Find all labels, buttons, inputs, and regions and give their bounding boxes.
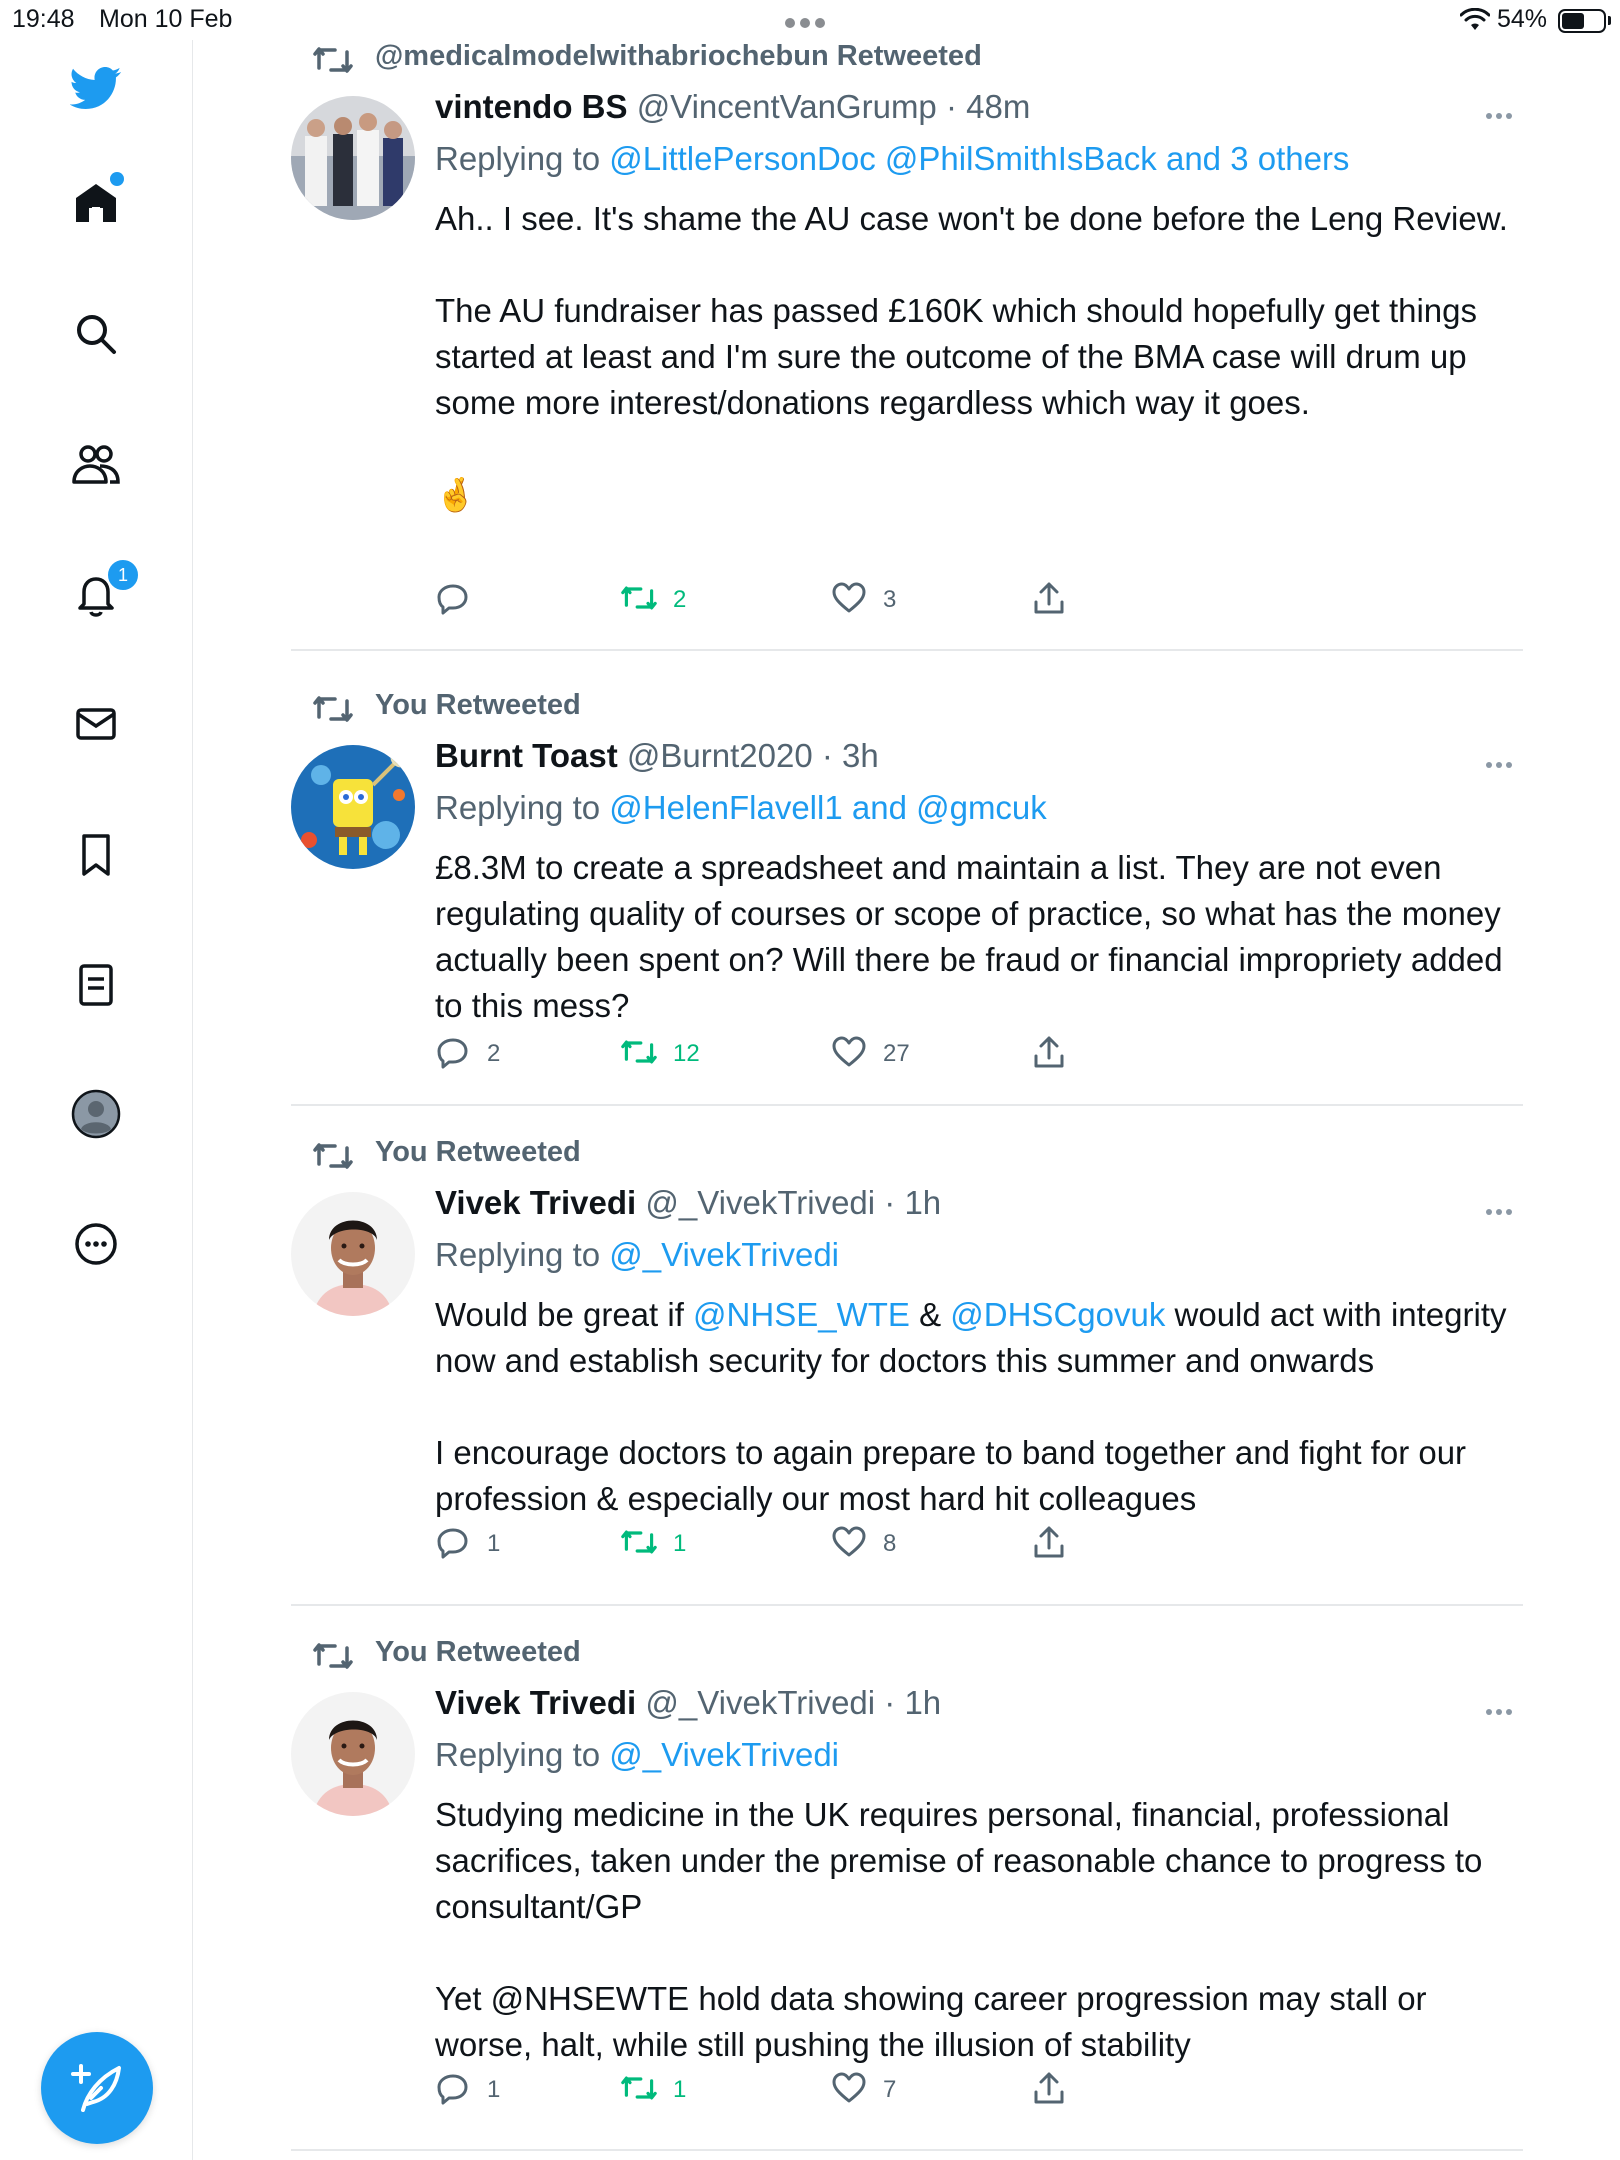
bell-icon[interactable] bbox=[70, 565, 128, 620]
more-options-icon[interactable] bbox=[1486, 1702, 1520, 1712]
tweet-text bbox=[435, 196, 1525, 518]
tweet-time[interactable]: 1h bbox=[904, 1684, 942, 1721]
tweet[interactable] bbox=[291, 40, 1523, 651]
avatar[interactable] bbox=[291, 1192, 415, 1316]
tweet-text-segment: would act with integrity now and establish security for doctors this summer and onwards bbox=[435, 1296, 1507, 1379]
share-icon bbox=[1031, 2070, 1067, 2106]
retweet-context-label: You Retweeted bbox=[375, 1636, 581, 1668]
replying-to-label: Replying to bbox=[435, 1736, 610, 1773]
tweet[interactable] bbox=[291, 1606, 1523, 2151]
tweet-actions bbox=[435, 1524, 1135, 1564]
author-handle[interactable]: @_VivekTrivedi bbox=[645, 1684, 876, 1721]
share-icon bbox=[1031, 580, 1067, 616]
tweet[interactable] bbox=[291, 651, 1523, 1106]
tweet[interactable] bbox=[291, 1106, 1523, 1606]
retweet-icon bbox=[621, 1524, 657, 1560]
retweet-context bbox=[375, 689, 581, 729]
tweet-text-segment: Would be great if bbox=[435, 1296, 694, 1333]
tweet-header: Vivek Trivedi @_VivekTrivedi · 1h bbox=[435, 1684, 942, 1721]
wifi-icon bbox=[1460, 8, 1490, 32]
notifications-badge: 1 bbox=[106, 558, 140, 592]
reply-icon bbox=[435, 2070, 471, 2106]
more-icon[interactable] bbox=[70, 1218, 122, 1270]
replying-to bbox=[435, 1736, 839, 1774]
bookmark-icon[interactable] bbox=[70, 828, 122, 880]
retweet-context bbox=[375, 1636, 581, 1676]
reply-count: 1 bbox=[487, 1530, 501, 1557]
tweet-text bbox=[435, 845, 1525, 1029]
communities-icon[interactable] bbox=[70, 438, 122, 490]
avatar[interactable] bbox=[291, 745, 415, 869]
retweet-icon bbox=[313, 691, 353, 727]
avatar[interactable] bbox=[291, 96, 415, 220]
retweet-icon bbox=[621, 1034, 657, 1070]
multitasking-dots-icon[interactable] bbox=[785, 6, 835, 26]
replying-to-link[interactable]: @_VivekTrivedi bbox=[609, 1236, 840, 1273]
replying-to bbox=[435, 1236, 839, 1274]
author-name[interactable]: Burnt Toast bbox=[435, 737, 618, 774]
author-name[interactable]: Vivek Trivedi bbox=[435, 1184, 637, 1221]
retweet-count: 2 bbox=[673, 586, 687, 613]
more-options-icon[interactable] bbox=[1486, 755, 1520, 765]
tweet-paragraph: Yet @NHSEWTE hold data showing career progression may stall or worse, halt, while still pushing the illusion of stability bbox=[435, 1980, 1427, 2063]
status-time: 19:48 bbox=[12, 5, 75, 33]
heart-icon bbox=[831, 1524, 867, 1560]
mention-link[interactable]: @DHSCgovuk bbox=[950, 1296, 1166, 1333]
retweet-count: 12 bbox=[673, 1040, 700, 1067]
avatar[interactable] bbox=[291, 1692, 415, 1816]
author-name[interactable]: Vivek Trivedi bbox=[435, 1684, 637, 1721]
retweet-count: 1 bbox=[673, 1530, 687, 1557]
battery-percent: 54% bbox=[1497, 5, 1548, 33]
tweet-paragraph: Studying medicine in the UK requires personal, financial, professional sacrifices, taken under the premise of reasonable chance to progress to consultant/GP bbox=[435, 1796, 1483, 1925]
tweet-text bbox=[435, 1292, 1525, 1522]
profile-icon[interactable] bbox=[70, 1088, 122, 1140]
tweet-paragraph bbox=[435, 1292, 1525, 1384]
mention-link[interactable]: @NHSE_WTE bbox=[693, 1296, 910, 1333]
like-count: 7 bbox=[883, 2076, 897, 2103]
home-icon[interactable] bbox=[70, 178, 122, 230]
status-bar bbox=[0, 0, 1620, 40]
author-handle[interactable]: @VincentVanGrump bbox=[636, 88, 937, 125]
more-options-icon[interactable] bbox=[1486, 106, 1520, 116]
author-name[interactable]: vintendo BS bbox=[435, 88, 628, 125]
tweet-time[interactable]: 48m bbox=[966, 88, 1031, 125]
twitter-bird-icon[interactable] bbox=[70, 62, 122, 114]
share-icon bbox=[1031, 1034, 1067, 1070]
retweet-icon bbox=[621, 2070, 657, 2106]
retweet-context-label: @medicalmodelwithabriochebun Retweeted bbox=[375, 40, 982, 72]
tweet-paragraph: I encourage doctors to again prepare to band together and fight for our profession & especially our most hard hit colleagues bbox=[435, 1434, 1467, 1517]
tweet-actions bbox=[435, 580, 1135, 620]
replying-to-label: Replying to bbox=[435, 789, 610, 826]
compose-icon bbox=[69, 2060, 125, 2116]
like-count: 8 bbox=[883, 1530, 897, 1557]
like-count: 3 bbox=[883, 586, 897, 613]
retweet-context bbox=[375, 40, 982, 80]
retweet-context-label: You Retweeted bbox=[375, 689, 581, 721]
tweet-actions bbox=[435, 1034, 1135, 1074]
replying-to-label: Replying to bbox=[435, 1236, 610, 1273]
crossed-fingers-emoji: 🤞 bbox=[435, 476, 477, 513]
sidebar-nav bbox=[0, 40, 193, 2160]
heart-icon bbox=[831, 1034, 867, 1070]
tweet-paragraph: The AU fundraiser has passed £160K which should hopefully get things started at least and I'm sure the outcome of the BMA case will drum up some more interest/donations regardless which way it goes. bbox=[435, 292, 1477, 421]
replying-to-link[interactable]: @HelenFlavell1 and @gmcuk bbox=[609, 789, 1047, 826]
replying-to bbox=[435, 789, 1047, 827]
compose-tweet-button[interactable] bbox=[41, 2032, 153, 2144]
more-options-icon[interactable] bbox=[1486, 1202, 1520, 1212]
tweet-paragraph: £8.3M to create a spreadsheet and maintain a list. They are not even regulating quality of courses or scope of practice, so what has the money actually been spent on? Will there be fraud or financial impropriety added to this mess? bbox=[435, 849, 1503, 1024]
tweet-header: Burnt Toast @Burnt2020 · 3h bbox=[435, 737, 879, 774]
retweet-icon bbox=[313, 1138, 353, 1174]
retweet-count: 1 bbox=[673, 2076, 687, 2103]
tweet-header: vintendo BS @VincentVanGrump · 48m bbox=[435, 88, 1031, 125]
search-icon[interactable] bbox=[70, 308, 122, 360]
tweet-text-segment: & bbox=[909, 1296, 951, 1333]
share-icon bbox=[1031, 1524, 1067, 1560]
author-handle[interactable]: @_VivekTrivedi bbox=[645, 1184, 876, 1221]
tweet-time[interactable]: 1h bbox=[904, 1184, 942, 1221]
mail-icon[interactable] bbox=[70, 698, 122, 750]
replying-to-link[interactable]: @LittlePersonDoc @PhilSmithIsBack and 3 others bbox=[609, 140, 1350, 177]
replying-to-label: Replying to bbox=[435, 140, 610, 177]
battery-icon bbox=[1558, 9, 1606, 33]
like-count: 27 bbox=[883, 1040, 910, 1067]
reply-count: 2 bbox=[487, 1040, 501, 1067]
retweet-context bbox=[375, 1136, 581, 1176]
author-handle[interactable]: @Burnt2020 bbox=[626, 737, 813, 774]
lists-icon[interactable] bbox=[70, 958, 122, 1010]
reply-icon bbox=[435, 580, 471, 616]
reply-count: 1 bbox=[487, 2076, 501, 2103]
reply-icon bbox=[435, 1034, 471, 1070]
retweet-icon bbox=[313, 1638, 353, 1674]
tweet-text bbox=[435, 1792, 1525, 2068]
tweet-actions bbox=[435, 2070, 1135, 2110]
reply-icon bbox=[435, 1524, 471, 1560]
replying-to bbox=[435, 140, 1349, 178]
retweet-context-label: You Retweeted bbox=[375, 1136, 581, 1168]
retweet-icon bbox=[621, 580, 657, 616]
heart-icon bbox=[831, 2070, 867, 2106]
replying-to-link[interactable]: @_VivekTrivedi bbox=[609, 1736, 840, 1773]
home-unread-dot bbox=[110, 172, 124, 186]
heart-icon bbox=[831, 580, 867, 616]
tweet-time[interactable]: 3h bbox=[842, 737, 879, 774]
status-date: Mon 10 Feb bbox=[99, 5, 233, 33]
tweet-paragraph: Ah.. I see. It's shame the AU case won't be done before the Leng Review. bbox=[435, 200, 1508, 237]
timeline-feed bbox=[291, 40, 1523, 2151]
tweet-header: Vivek Trivedi @_VivekTrivedi · 1h bbox=[435, 1184, 942, 1221]
retweet-icon bbox=[313, 42, 353, 78]
